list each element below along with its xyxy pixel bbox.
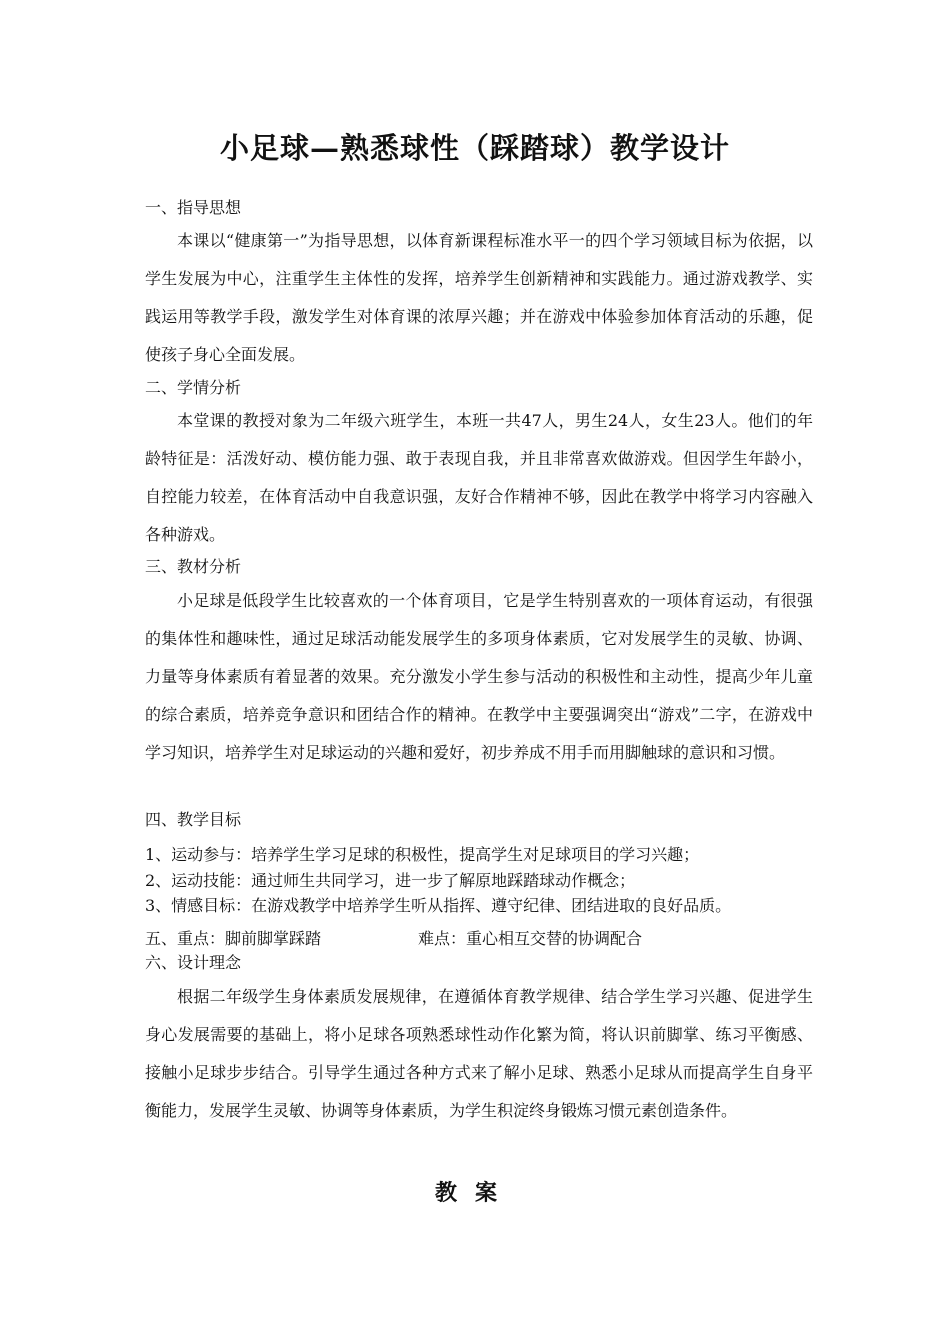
goal-item: 3、情感目标：在游戏教学中培养学生听从指挥、遵守纪律、团结进取的良好品质。	[145, 896, 732, 915]
section-heading-material-analysis: 三、教材分析	[145, 557, 242, 576]
section-text-student-analysis: 本堂课的教授对象为二年级六班学生，本班一共47人，男生24人，女生23人。他们的年龄特征是：活泼好动、模仿能力强、敢于表现自我，并且非常喜欢做游戏。但因学生年龄小，自控能力较差，在体育活动中自我意识强，友好合作精神不够，因此在教学中将学习内容融入各种游戏。	[145, 411, 813, 544]
section-text-material-analysis: 小足球是低段学生比较喜欢的一个体育项目，它是学生特别喜欢的一项体育运动，有很强的集体性和趣味性，通过足球活动能发展学生的多项身体素质，它对发展学生的灵敏、协调、力量等身体素质有着显著的效果。充分激发小学生参与活动的积极性和主动性，提高少年儿童的综合素质，培养竞争意识和团结合作的精神。在教学中主要强调突出“游戏”二字，在游戏中学习知识，培养学生对足球运动的兴趣和爱好，初步养成不用手而用脚触球的意识和习惯。	[145, 591, 813, 762]
goal-item: 2、运动技能：通过师生共同学习，进一步了解原地踩踏球动作概念；	[145, 871, 636, 890]
section-heading-guiding-thought: 一、指导思想	[145, 198, 242, 217]
goal-item: 1、运动参与：培养学生学习足球的积极性，提高学生对足球项目的学习兴趣；	[145, 845, 700, 864]
section-text-guiding-thought: 本课以“健康第一”为指导思想，以体育新课程标准水平一的四个学习领域目标为依据，以学生发展为中心，注重学生主体性的发挥，培养学生创新精神和实践能力。通过游戏教学、实践运用等教学手段，激发学生对体育课的浓厚兴趣；并在游戏中体验参加体育活动的乐趣，促使孩子身心全面发展。	[145, 231, 813, 364]
section-heading-student-analysis: 二、学情分析	[145, 378, 242, 397]
document-title: 小足球—熟悉球性（踩踏球）教学设计	[219, 131, 730, 165]
section-heading-teaching-goals: 四、教学目标	[145, 810, 242, 829]
section-heading-design-concept: 六、设计理念	[145, 953, 242, 972]
difficulty-point: 难点：重心相互交替的协调配合	[418, 929, 643, 948]
lesson-plan-title: 教案	[434, 1180, 515, 1206]
key-point: 五、重点：脚前脚掌踩踏	[145, 929, 322, 948]
section-text-design-concept: 根据二年级学生身体素质发展规律，在遵循体育教学规律、结合学生学习兴趣、促进学生身心发展需要的基础上，将小足球各项熟悉球性动作化繁为简，将认识前脚掌、练习平衡感、接触小足球步步结合。引导学生通过各种方式来了解小足球、熟悉小足球从而提高学生自身平衡能力，发展学生灵敏、协调等身体素质，为学生积淀终身锻炼习惯元素创造条件。	[145, 987, 813, 1120]
